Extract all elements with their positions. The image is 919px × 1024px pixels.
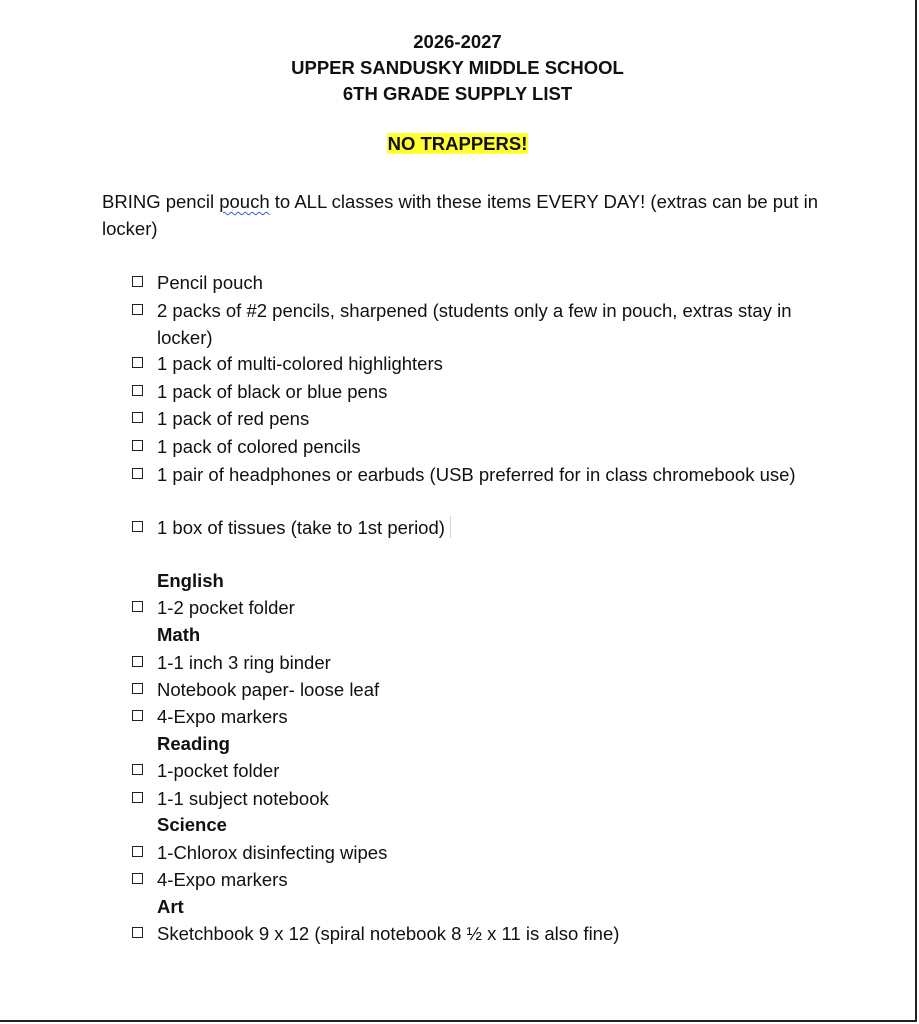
- checklist-item: [132, 649, 812, 676]
- checkbox[interactable]: [132, 710, 143, 721]
- checkbox[interactable]: [132, 873, 143, 884]
- spellcheck-flagged-word[interactable]: pouch: [219, 191, 270, 212]
- checklist-item: [132, 433, 812, 460]
- checklist-item: [132, 405, 812, 432]
- checklist-item-label: 1 pack of black or blue pens: [157, 381, 388, 402]
- text-cursor: [450, 516, 451, 538]
- checklist-item: [132, 378, 812, 405]
- checklist-item: [132, 703, 812, 730]
- checklist-item-label: 1-1 subject notebook: [157, 788, 329, 809]
- document-year: 2026-2027: [413, 31, 502, 52]
- checklist-item: [132, 866, 812, 893]
- section-heading-math: Math: [157, 624, 201, 645]
- warning-line: [0, 132, 915, 156]
- checkbox[interactable]: [132, 846, 143, 857]
- checkbox[interactable]: [132, 468, 143, 479]
- checkbox[interactable]: [132, 304, 143, 315]
- checklist-item-label: 1 box of tissues (take to 1st period): [157, 517, 445, 538]
- checklist-item-label: Notebook paper- loose leaf: [157, 679, 380, 700]
- checklist-item-label: 1 pair of headphones or earbuds (USB preferred for in class chromebook use): [157, 464, 796, 485]
- checklist-item: [132, 920, 812, 947]
- checklist-item-label: 1-Chlorox disinfecting wipes: [157, 842, 388, 863]
- checkbox[interactable]: [132, 683, 143, 694]
- checkbox[interactable]: [132, 357, 143, 368]
- checkbox[interactable]: [132, 601, 143, 612]
- school-name: UPPER SANDUSKY MIDDLE SCHOOL: [291, 57, 624, 78]
- checklist-item-label: 1-pocket folder: [157, 760, 280, 781]
- checklist-item-label: Sketchbook 9 x 12 (spiral notebook 8 ½ x 11 is also fine): [157, 923, 620, 944]
- checkbox[interactable]: [132, 385, 143, 396]
- checklist-item-label: 4-Expo markers: [157, 706, 288, 727]
- intro-paragraph: [102, 188, 822, 242]
- checklist-item-label: 4-Expo markers: [157, 869, 288, 890]
- checklist-item: [132, 514, 812, 541]
- checkbox[interactable]: [132, 927, 143, 938]
- checklist-item: [132, 594, 812, 621]
- checkbox[interactable]: [132, 656, 143, 667]
- checklist-item-wrap: [157, 514, 812, 541]
- intro-text-start: BRING pencil: [102, 191, 220, 212]
- list-title: 6TH GRADE SUPPLY LIST: [342, 83, 573, 104]
- section-heading-english: English: [157, 570, 224, 591]
- section-heading-science: Science: [157, 814, 227, 835]
- section-heading-art: Art: [157, 896, 184, 917]
- checkbox[interactable]: [132, 276, 143, 287]
- checklist-item-label: 1-1 inch 3 ring binder: [157, 652, 331, 673]
- checklist-item-label: 1 pack of red pens: [157, 408, 310, 429]
- checklist-item-label: 1 pack of multi-colored highlighters: [157, 353, 443, 374]
- checklist-item: [132, 269, 812, 296]
- checkbox[interactable]: [132, 764, 143, 775]
- checkbox[interactable]: [132, 412, 143, 423]
- checkbox[interactable]: [132, 521, 143, 532]
- checklist-item: [132, 350, 812, 377]
- checklist-item: [132, 676, 812, 703]
- checkbox[interactable]: [132, 440, 143, 451]
- checklist-item: [132, 839, 812, 866]
- checklist-item: [132, 785, 812, 812]
- checklist-item-label: 1 pack of colored pencils: [157, 436, 361, 457]
- checklist-item: [132, 757, 812, 784]
- checklist-item: [132, 297, 812, 351]
- checklist-item-label: 1-2 pocket folder: [157, 597, 295, 618]
- section-heading-reading: Reading: [157, 733, 230, 754]
- checklist-item: [132, 461, 812, 488]
- intro-text-end: to ALL classes with these items EVERY DAY! (extras can be put in locker): [102, 191, 819, 239]
- checkbox[interactable]: [132, 792, 143, 803]
- warning-highlight: NO TRAPPERS!: [387, 133, 528, 154]
- checklist-item-label: 2 packs of #2 pencils, sharpened (students only a few in pouch, extras stay in locker): [157, 300, 792, 348]
- checklist-item-label: Pencil pouch: [157, 272, 263, 293]
